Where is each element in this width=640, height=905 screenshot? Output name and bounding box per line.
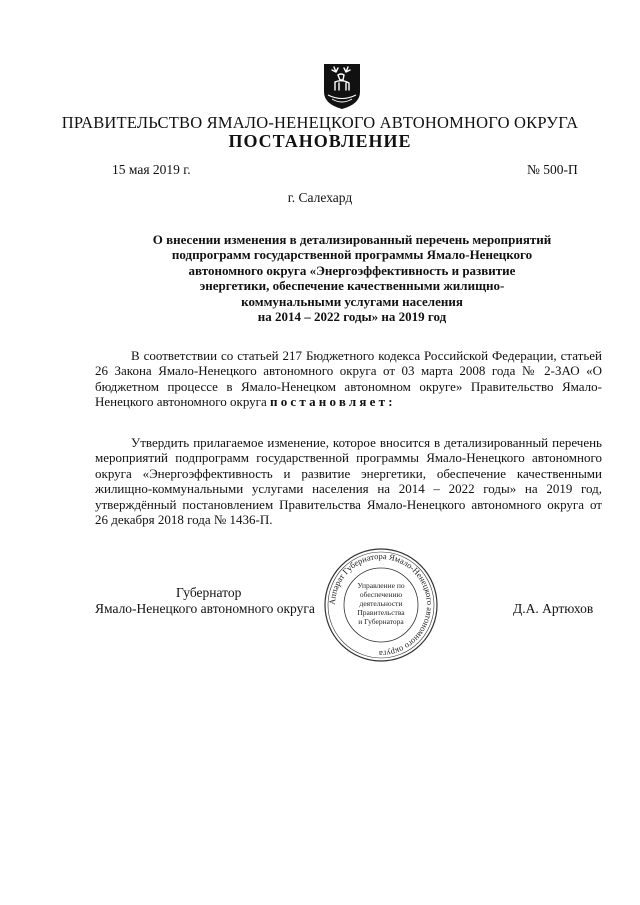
official-stamp <box>322 546 440 664</box>
document-city: г. Салехард <box>287 190 353 205</box>
stamp-center-line: Правительства <box>357 608 405 617</box>
stamp-ring-path-text: Аппарат Губернатора Ямало-Ненецкого автономного округа <box>326 550 436 660</box>
document-number: № 500-П <box>527 162 578 177</box>
stamp-center-line: и Губернатора <box>358 617 404 626</box>
subject-line: автономного округа «Энергоэффективность и развитие <box>188 262 516 278</box>
preamble-paragraph <box>95 348 602 410</box>
signatory-region: Ямало-Ненецкого автономного округа <box>95 601 315 616</box>
resolution-paragraph: Утвердить прилагаемое изменение, которое вносится в детализированный перечень мероприятий подпрограмм государственной программы Ямало-Ненецкого автономного округа «Энергоэффективность и развитие энергетики, обеспечение качественными жилищно-коммунальными услугами населения на 2014 – 2022 годы» на 2019 год, утверждённый постановлением Правительства Ямало-Ненецкого автономного округа от 26 декабря 2018 года № 1436-П. <box>95 435 602 528</box>
signatory-title: Губернатор <box>176 585 242 600</box>
subject-line: коммунальными услугами населения <box>241 293 463 309</box>
preamble-text: В соответствии со статьей 217 Бюджетного кодекса Российской Федерации, статьей 26 Закона Ямало-Ненецкого автономного округа от 03 марта 2008 года № 2-ЗАО «О бюджетном процессе в Ямало-Ненецком автономном округе» Правительство Ямало-Ненецкого автономного округа <box>95 348 602 410</box>
stamp-center-line: Управление по <box>357 581 405 590</box>
stamp-center-line: обеспечению <box>359 590 403 599</box>
decree-word: постановляет: <box>270 394 396 410</box>
subject-line: энергетики, обеспечение качественными жилищно- <box>199 278 505 294</box>
subject-line: на 2014 – 2022 годы» на 2019 год <box>257 309 447 325</box>
document-subject <box>112 232 592 324</box>
document-date: 15 мая 2019 г. <box>112 162 191 177</box>
coat-of-arms-icon <box>322 62 362 110</box>
document-type: ПОСТАНОВЛЕНИЕ <box>228 131 412 151</box>
signatory-name: Д.А. Артюхов <box>513 601 594 616</box>
government-name: ПРАВИТЕЛЬСТВО ЯМАЛО-НЕНЕЦКОГО АВТОНОМНОГО ОКРУГА <box>61 113 579 132</box>
stamp-center-line: деятельности <box>359 599 403 608</box>
subject-line: О внесении изменения в детализированный перечень мероприятий <box>152 232 552 247</box>
subject-line: подпрограмм государственной программы Ямало-Ненецкого <box>171 247 533 263</box>
